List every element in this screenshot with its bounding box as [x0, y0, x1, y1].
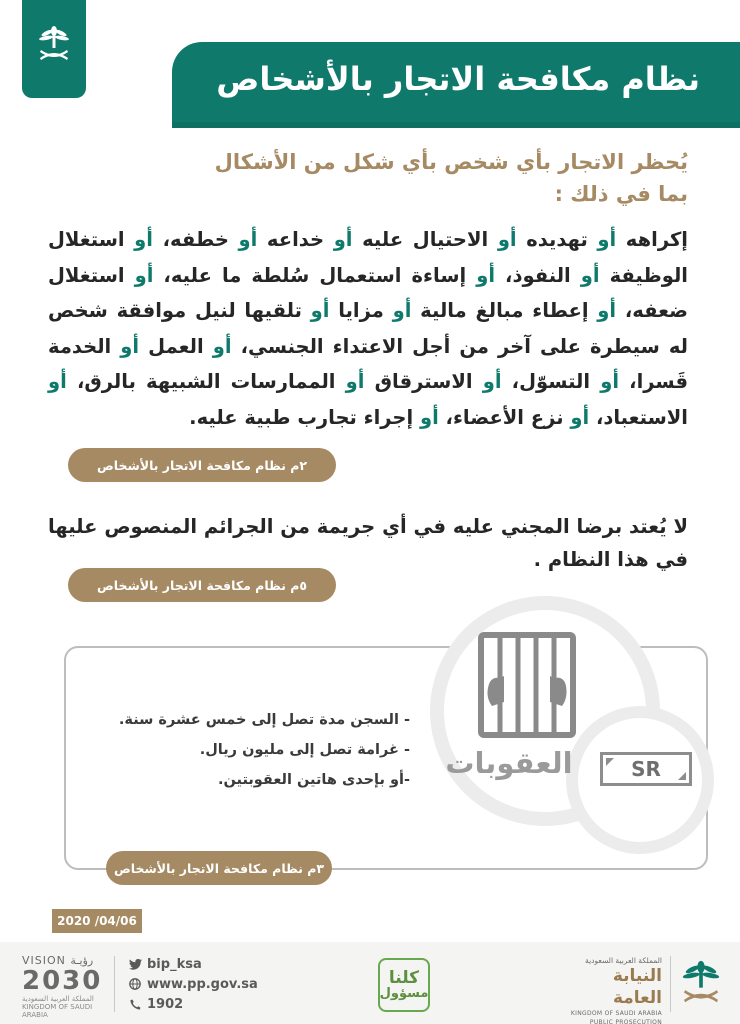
footer-divider	[114, 956, 115, 1012]
article-2-text	[48, 222, 688, 435]
article-2-segment: الاحتيال عليه	[352, 228, 498, 251]
phone-contact[interactable]	[128, 994, 258, 1014]
vision-subtitle: المملكة العربية السعودية KINGDOM OF SAUDI ARABIA	[22, 995, 94, 1019]
emblem-icon	[34, 22, 74, 68]
article-2-segment: التسوّل،	[501, 370, 601, 393]
lead-text	[48, 146, 688, 210]
article-2-segment: خداعه	[257, 228, 334, 251]
penalty-item: -أو بإحدى هاتين العقوبتين.	[217, 772, 410, 788]
article-2-segment: العمل	[139, 334, 213, 358]
article-2-segment: إكراهه	[616, 228, 688, 251]
twitter-handle: bip_ksa	[147, 956, 202, 972]
page-title: نظام مكافحة الاتجار بالأشخاص	[216, 60, 700, 98]
public-prosecution-logo	[570, 956, 662, 1024]
org-country: المملكة العربية السعودية	[585, 956, 662, 965]
phone-icon	[128, 997, 142, 1011]
article-2-segment: إساءة استعمال سُلطة ما عليه،	[153, 263, 477, 287]
emblem-tab	[22, 0, 86, 98]
globe-icon	[128, 977, 142, 991]
or-conjunction: أو	[134, 228, 153, 251]
or-conjunction: أو	[345, 370, 365, 393]
title-banner	[172, 42, 740, 128]
article-2-reference: ٢م نظام مكافحة الاتجار بالأشخاص	[68, 448, 336, 482]
or-conjunction: أو	[120, 334, 140, 358]
or-conjunction: أو	[597, 228, 617, 251]
article-2-segment: تهديده	[516, 228, 598, 251]
jail-bars-icon	[478, 632, 576, 738]
or-conjunction: أو	[580, 263, 600, 287]
penalty-item: - غرامة تصل إلى مليون ريال.	[199, 742, 410, 758]
article-2-segment: استغلال ضعفه،	[48, 263, 689, 322]
or-conjunction: أو	[310, 299, 330, 322]
penalties-title: العقوبات	[445, 746, 573, 780]
org-name: النيابة العامة	[612, 966, 662, 1008]
vision-label: VISION رؤيـة	[22, 954, 94, 967]
footer-divider-2	[670, 956, 671, 1012]
currency-sr-icon: SR	[600, 752, 692, 786]
article-2-segment: نزع الأعضاء،	[438, 405, 571, 429]
org-en-2: PUBLIC PROSECUTION	[589, 1019, 662, 1024]
article-5-reference: ٥م نظام مكافحة الاتجار بالأشخاص	[68, 568, 336, 602]
article-2-segment: النفوذ،	[495, 263, 581, 287]
or-conjunction: أو	[134, 263, 154, 287]
or-conjunction: أو	[333, 228, 353, 251]
or-conjunction: أو	[392, 299, 412, 322]
or-conjunction: أو	[597, 299, 617, 322]
twitter-icon	[128, 957, 142, 971]
article-2-segment: الاسترقاق	[364, 370, 483, 393]
lead-line-1: يُحظر الاتجار بأي شخص بأي شكل من الأشكال	[214, 150, 688, 174]
or-conjunction: أو	[419, 405, 439, 429]
or-conjunction: أو	[48, 370, 67, 393]
twitter-contact[interactable]	[128, 954, 258, 974]
kulluna-text-2: مسؤول	[379, 986, 429, 1001]
or-conjunction: أو	[570, 405, 590, 429]
article-2-segment: خطفه،	[152, 228, 239, 251]
vision-year: 2030	[22, 966, 103, 996]
org-en-1: KINGDOM OF SAUDI ARABIA	[570, 1010, 662, 1017]
or-conjunction: أو	[497, 228, 517, 251]
kulluna-text-1: كلنا	[388, 968, 420, 988]
lead-line-2: بما في ذلك :	[554, 182, 688, 206]
article-2-segment: الاستعباد،	[589, 405, 688, 429]
contact-info	[128, 954, 258, 1014]
article-2-segment: استغلال الوظيفة	[48, 228, 688, 287]
article-2-segment: الخدمة قَسرا،	[48, 334, 688, 393]
or-conjunction: أو	[600, 370, 620, 393]
publish-date: 2020 /04/06	[52, 909, 142, 933]
emblem-icon	[676, 956, 726, 1012]
or-conjunction: أو	[238, 228, 258, 251]
article-2-segment: إجراء تجارب طبية عليه.	[189, 405, 420, 429]
article-2-segment: الممارسات الشبيهة بالرق،	[66, 370, 346, 393]
website-url: www.pp.gov.sa	[147, 976, 258, 992]
or-conjunction: أو	[482, 370, 502, 393]
or-conjunction: أو	[212, 334, 232, 358]
or-conjunction: أو	[476, 263, 496, 287]
penalties-list	[80, 705, 410, 795]
article-3-reference: ٣م نظام مكافحة الاتجار بالأشخاص	[106, 851, 332, 885]
vision-2030-logo	[22, 954, 104, 1019]
penalty-item: - السجن مدة تصل إلى خمس عشرة سنة.	[118, 712, 410, 728]
phone-number: 1902	[147, 996, 184, 1012]
article-5-text: لا يُعتد برضا المجني عليه في أي جريمة من الجرائم المنصوص عليها في هذا النظام .	[48, 515, 688, 571]
article-2-segment: إعطاء مبالغ مالية	[411, 299, 598, 322]
website-contact[interactable]	[128, 974, 258, 994]
article-2-segment: تلقيها لنيل موافقة شخص له سيطرة على آخر من أجل الاعتداء الجنسي،	[48, 299, 689, 358]
kulluna-masool-logo	[378, 958, 430, 1012]
article-2-segment: مزايا	[329, 299, 393, 322]
